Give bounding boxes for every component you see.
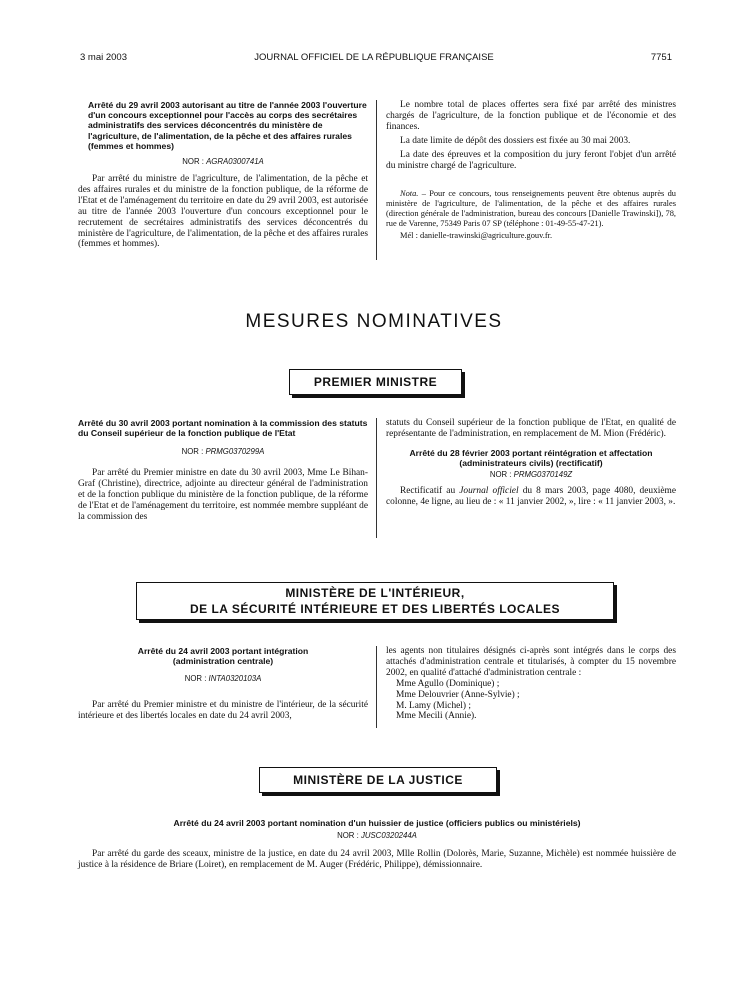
ministry-box-label: MINISTÈRE DE LA JUSTICE <box>293 773 463 787</box>
names-list <box>386 679 676 723</box>
page-number: 7751 <box>650 52 672 63</box>
article-conseil <box>78 418 368 523</box>
nota-label: Nota. <box>400 189 419 199</box>
journal-officiel-italic: Journal officiel <box>459 486 519 497</box>
article-paragraph: Le nombre total de places offertes sera fixé par arrêté des ministres chargés de l'agriculture, de la fonction publique et de l'économie et des finances. <box>386 100 676 132</box>
article-title: Arrêté du 30 avril 2003 portant nomination à la commission des statuts du Conseil supérieur de la fonction publique de l'Etat <box>78 418 368 439</box>
article-paragraph: La date limite de dépôt des dossiers est fixée au 30 mai 2003. <box>400 135 631 146</box>
nor-line <box>78 674 368 683</box>
column-divider <box>376 646 377 728</box>
nor-label: NOR : <box>181 447 204 457</box>
article-agriculture-cont <box>386 100 676 240</box>
ministry-box-interieur <box>136 582 614 620</box>
ministry-box-label: PREMIER MINISTRE <box>313 375 438 389</box>
rectificatif-text: du 8 mars 2003, page 4080, deuxième colonne, 4e ligne, au lieu de : « 11 janvier 2002, », lire : « 11 janvier 2003, ». <box>386 486 677 508</box>
nor-line <box>386 470 676 479</box>
column-divider <box>376 100 377 260</box>
article-title: Arrêté du 24 avril 2003 portant nomination d'un huissier de justice (officiers publics ou ministériels) <box>173 818 581 828</box>
nor-line <box>78 831 676 840</box>
article-conseil-cont <box>386 418 676 508</box>
header-date: 3 mai 2003 <box>80 52 128 63</box>
article-title: Arrêté du 24 avril 2003 portant intégration (administration centrale) <box>137 646 309 667</box>
column-divider <box>376 418 377 538</box>
nor-code: AGRA0300741A <box>206 157 264 167</box>
mel-line: Mél : danielle-trawinski@agriculture.gouv.fr. <box>400 230 553 240</box>
nor-label: NOR : <box>489 470 512 480</box>
nor-label: NOR : <box>182 157 204 167</box>
article-body: Par arrêté du Premier ministre en date du 30 avril 2003, Mme Le Bihan-Graf (Christine), directrice, adjointe au directeur général de l'administration et de la fonction publique du ministère de la fonction publique, de la réforme de l'Etat et de l'aménagement du territoire, est nommée membre suppléant de la commission des <box>78 468 368 523</box>
ministry-box-justice <box>259 767 497 793</box>
nor-label: NOR : <box>184 674 207 684</box>
section-title: MESURES NOMINATIVES <box>245 311 503 332</box>
nor-code: PRMG0370149Z <box>513 470 573 480</box>
rectificatif-body <box>386 486 676 508</box>
article-body: Par arrêté du ministre de l'agriculture, de l'alimentation, de la pêche et des affaires rurales et du ministre de la fonction publique, de la réforme de l'Etat et de l'aménagement du territoire en date du 29 avril 2003, est autorisée au titre de l'année 2003 l'ouverture d'un concours exceptionnel pour le recrutement de secrétaires administratifs des services déconcentrés du ministère de l'agriculture, de l'alimentation, de la pêche et des affaires rurales (femmes et hommes). <box>78 174 368 250</box>
nota-paragraph <box>386 189 676 228</box>
list-item: M. Lamy (Michel) ; <box>396 700 471 711</box>
article-paragraph: La date des épreuves et la composition du jury feront l'objet d'un arrêté du ministre chargé de l'agriculture. <box>386 149 676 171</box>
article-body-cont: les agents non titulaires désignés ci-après sont intégrés dans le corps des attachés d'administration centrale et titularisés, à compter du 15 novembre 2002, en qualité d'attaché d'administration centrale : <box>386 646 676 678</box>
article-huissier <box>78 818 676 871</box>
nor-line <box>78 447 368 456</box>
list-item: Mme Delouvrier (Anne-Sylvie) ; <box>396 689 520 700</box>
article-title-rectificatif: Arrêté du 28 février 2003 portant réintégration et affectation (administrateurs civils) (rectificatif) <box>409 447 653 469</box>
nor-code: INTA0320103A <box>208 674 262 684</box>
nor-line <box>78 157 368 166</box>
article-integration-cont <box>386 646 676 722</box>
ministry-box-premier-ministre <box>289 369 462 395</box>
rectificatif-text: Rectificatif au <box>400 486 460 497</box>
article-body: Par arrêté du garde des sceaux, ministre de la justice, en date du 24 avril 2003, Mlle Rollin (Dolorès, Marie, Suzanne, Michèle) est nommée huissière de justice à la résidence de Briare (Loiret), en remplacement de M. Auger (Frédéric, Philippe), démissionnaire. <box>78 849 676 871</box>
nor-code: PRMG0370299A <box>205 447 265 457</box>
article-integration <box>78 646 368 722</box>
article-title: Arrêté du 29 avril 2003 autorisant au titre de l'année 2003 l'ouverture d'un concours exceptionnel pour l'accès au corps des secrétaires administratifs des services déconcentrés du ministère de l'agriculture, de l'alimentation, de la pêche et des affaires rurales (femmes et hommes) <box>88 100 367 151</box>
nota-text: – Pour ce concours, tous renseignements peuvent être obtenus auprès du ministère de l'agriculture, de l'alimentation, de la pêche et des affaires rurales (direction générale de l'administration, bureau des concours [Danielle Trawinski]), 78, rue de Varenne, 75349 Paris 07 SP (téléphone : 01-49-55-47-21). <box>386 189 676 228</box>
list-item: Mme Agullo (Dominique) ; <box>396 678 500 689</box>
nor-label: NOR : <box>337 831 359 841</box>
list-item: Mme Mecili (Annie). <box>396 711 477 722</box>
journal-title: JOURNAL OFFICIEL DE LA RÉPUBLIQUE FRANÇAISE <box>254 52 494 63</box>
article-body-cont: statuts du Conseil supérieur de la fonction publique de l'Etat, en qualité de représentante de l'administration, en remplacement de M. Mion (Frédéric). <box>386 418 676 439</box>
ministry-box-line1: MINISTÈRE DE L'INTÉRIEUR, <box>285 586 465 600</box>
article-body: Par arrêté du Premier ministre et du ministre de l'intérieur, de la sécurité intérieure et des libertés locales en date du 24 avril 2003, <box>78 700 368 722</box>
nor-code: JUSC0320244A <box>360 831 417 841</box>
article-agriculture <box>78 100 368 250</box>
ministry-box-line2: DE LA SÉCURITÉ INTÉRIEURE ET DES LIBERTÉS LOCALES <box>189 602 561 616</box>
